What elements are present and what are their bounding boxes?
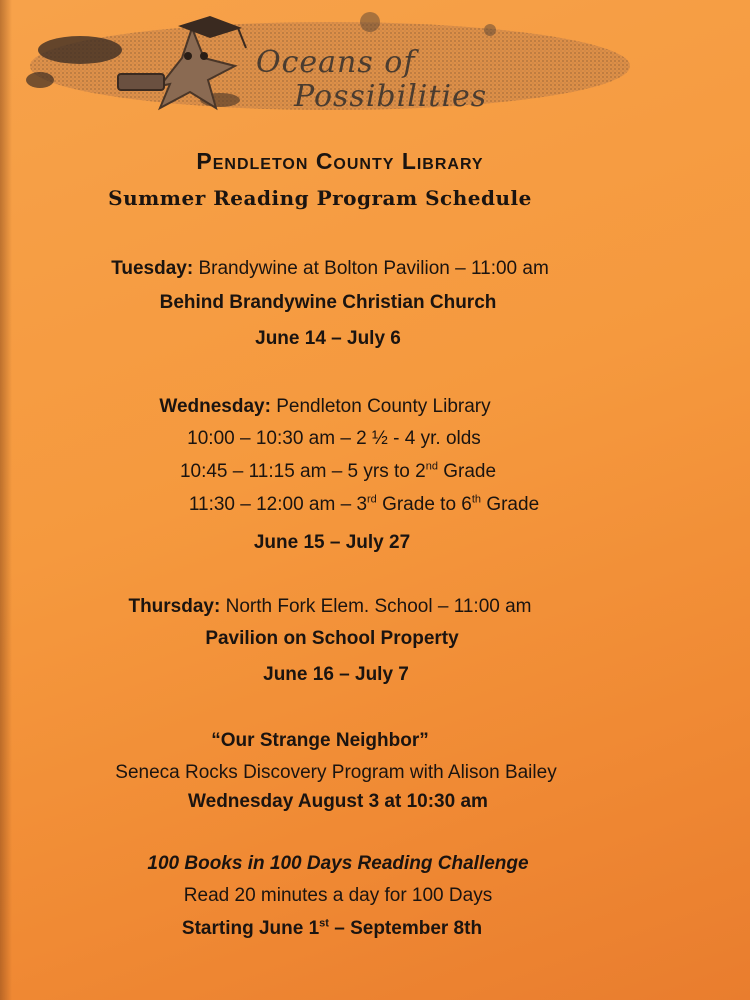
tuesday-detail: Behind Brandywine Christian Church xyxy=(159,292,497,313)
tuesday-location: Brandywine at Bolton Pavilion – 11:00 am xyxy=(198,258,549,279)
special-event-program: Seneca Rocks Discovery Program with Alison Bailey xyxy=(115,762,557,783)
thursday-day: Thursday: xyxy=(128,596,221,617)
special-event-date: Wednesday August 3 at 10:30 am xyxy=(188,791,488,812)
challenge-dates: Starting June 1st – September 8th xyxy=(181,917,483,939)
thursday-line xyxy=(0,596,670,618)
challenge-detail: Read 20 minutes a day for 100 Days xyxy=(183,885,493,906)
tuesday-dates: June 14 – July 6 xyxy=(255,328,401,349)
challenge-title: 100 Books in 100 Days Reading Challenge xyxy=(147,853,529,874)
wednesday-session-3: 11:30 – 12:00 am – 3rd Grade to 6th Grade xyxy=(188,493,540,515)
thursday-detail: Pavilion on School Property xyxy=(205,628,459,649)
wednesday-session-1: 10:00 – 10:30 am – 2 ½ - 4 yr. olds xyxy=(187,428,481,449)
tuesday-line xyxy=(0,258,670,280)
program-subtitle: Summer Reading Program Schedule xyxy=(108,186,532,210)
special-event-title: “Our Strange Neighbor” xyxy=(211,730,429,751)
tuesday-day: Tuesday: xyxy=(111,258,194,279)
wednesday-session-2: 10:45 – 11:15 am – 5 yrs to 2nd Grade xyxy=(179,460,497,482)
wednesday-dates: June 15 – July 27 xyxy=(253,532,411,553)
banner-line-1: Oceans of xyxy=(256,45,416,80)
wednesday-day: Wednesday: xyxy=(159,396,271,417)
thursday-dates: June 16 – July 7 xyxy=(263,664,409,685)
wednesday-line xyxy=(0,396,665,418)
banner-line-2: Possibilities xyxy=(294,79,488,114)
wednesday-location: Pendleton County Library xyxy=(276,396,491,417)
thursday-location: North Fork Elem. School – 11:00 am xyxy=(225,596,532,617)
library-title: Pendleton County Library xyxy=(196,148,484,174)
